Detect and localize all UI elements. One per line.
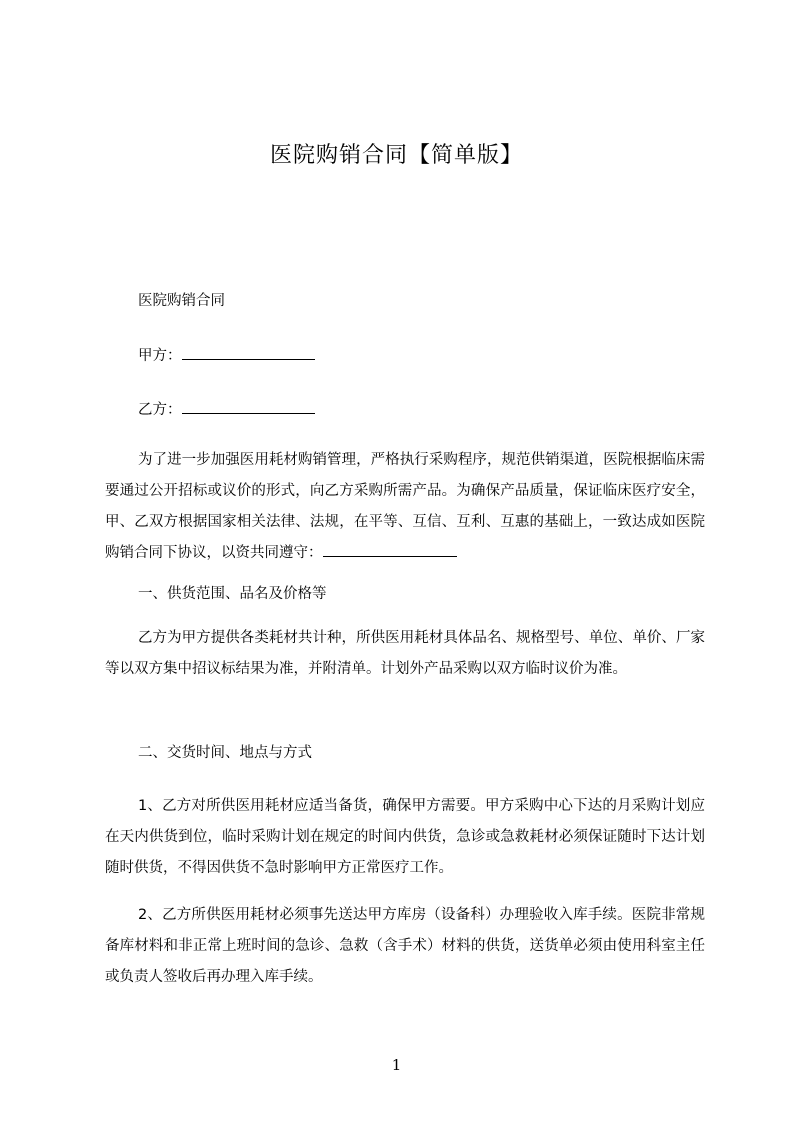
- document-title: 医院购销合同【简单版】: [269, 143, 523, 168]
- party-b-blank: [182, 399, 315, 414]
- intro-paragraph: [105, 445, 705, 569]
- party-b-line: [138, 399, 315, 420]
- party-a-blank: [182, 345, 315, 360]
- party-b-label: 乙方：: [138, 402, 182, 418]
- contract-subtitle: 医院购销合同: [138, 293, 225, 309]
- section1-heading: 一、供货范围、品名及价格等: [138, 586, 327, 602]
- section2-item2: 2、乙方所供医用耗材必须事先送达甲方库房（设备科）办理验收入库手续。医院非常规备库材料和非正常上班时间的急诊、急救（含手术）材料的供货，送货单必须由使用科室主任或负责人签收后再办理入库手续。: [105, 907, 705, 985]
- page-number: 1: [391, 1056, 402, 1074]
- section2-item1: 1、乙方对所供医用耗材应适当备货，确保甲方需要。甲方采购中心下达的月采购计划应在天内供货到位，临时采购计划在规定的时间内供货，急诊或急救耗材必须保证随时下达计划随时供货，不得因供货不急时影响甲方正常医疗工作。: [105, 798, 705, 876]
- section1-paragraph: 乙方为甲方提供各类耗材共计种，所供医用耗材具体品名、规格型号、单位、单价、厂家等以双方集中招议标结果为准，并附清单。计划外产品采购以双方临时议价为准。: [105, 630, 705, 677]
- section2-heading: 二、交货时间、地点与方式: [138, 745, 312, 761]
- intro-paragraph-text: 为了进一步加强医用耗材购销管理，严格执行采购程序，规范供销渠道，医院根据临床需要通过公开招标或议价的形式，向乙方采购所需产品。为确保产品质量，保证临床医疗安全，甲、乙双方根据国家相关法律、法规，在平等、互信、互利、互惠的基础上，一致达成如医院购销合同下协议，以资共同遵守：: [105, 452, 705, 561]
- party-a-label: 甲方：: [138, 348, 182, 364]
- intro-blank: [323, 542, 457, 557]
- party-a-line: [138, 345, 315, 366]
